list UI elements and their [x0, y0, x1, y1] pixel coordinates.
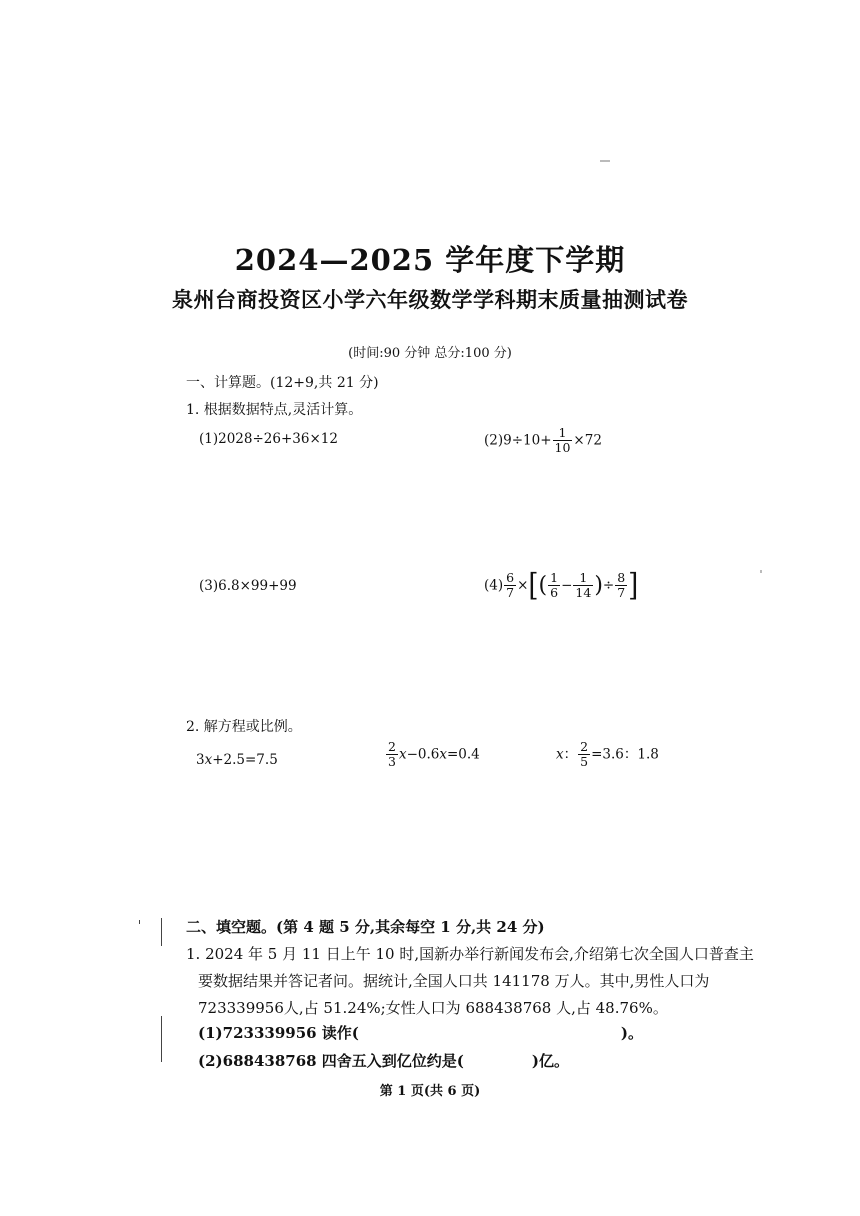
fraction — [548, 571, 560, 601]
paragraph-line-3: 723339956人,占 51.24%;女性人口为 688438768 人,占 48.76%。 — [198, 999, 668, 1017]
right-bracket: ] — [628, 567, 639, 604]
fraction — [386, 740, 398, 770]
exam-title: 泉州台商投资区小学六年级数学学科期末质量抽测试卷 — [172, 287, 688, 312]
fraction-numerator: 2 — [388, 739, 396, 754]
exam-title-year: 2024—2025 学年度下学期 — [234, 243, 626, 277]
equation-1 — [196, 752, 278, 768]
proportion-3 — [556, 740, 659, 770]
calc-item-4 — [484, 567, 639, 604]
section-heading-calculation: 一、计算题。(12+9,共 21 分) — [186, 375, 379, 391]
fraction — [615, 571, 627, 601]
equation-text: =0.4 — [446, 746, 480, 763]
binding-mark — [161, 1016, 162, 1062]
fraction-denominator: 10 — [554, 440, 571, 456]
fraction-numerator: 1 — [558, 425, 567, 440]
fraction-denominator: 3 — [388, 754, 396, 770]
scan-speck — [600, 160, 610, 162]
calc-item-2 — [484, 426, 602, 456]
fraction-numerator: 6 — [506, 570, 515, 585]
fraction — [504, 571, 516, 601]
calc-item-4-prefix: (4) — [484, 577, 504, 594]
ratio-colon: ： — [563, 746, 578, 763]
variable-x: x — [439, 746, 447, 763]
paragraph-line-1: 1. 2024 年 5 月 11 日上午 10 时,国新办举行新闻发布会,介绍第七次全国人口普查主 — [186, 945, 754, 963]
fraction-denominator: 7 — [506, 585, 515, 601]
fraction-numerator: 8 — [617, 570, 626, 585]
exam-time-score: (时间:90 分钟 总分:100 分) — [348, 346, 512, 361]
minus-sign: − — [561, 577, 573, 594]
sub-question-2-text: (2)688438768 四舍五入到亿位约是( — [198, 1052, 464, 1070]
calc-item-2-suffix: ×72 — [573, 432, 602, 449]
page-number: 第 1 页(共 6 页) — [379, 1084, 481, 1099]
calc-item-3: (3)6.8×99+99 — [199, 578, 297, 594]
variable-x: x — [398, 746, 407, 763]
times-sign: × — [517, 577, 529, 594]
sub-question-1-close: )。 — [620, 1024, 643, 1042]
fraction-numerator: 1 — [550, 570, 559, 585]
equation-text: =3.6：1.8 — [591, 746, 659, 763]
fraction-denominator: 5 — [580, 754, 589, 770]
question-2-label: 2. 解方程或比例。 — [186, 719, 302, 735]
sub-question-2 — [198, 1050, 569, 1071]
fraction-denominator: 7 — [617, 585, 626, 601]
divide-sign: ÷ — [602, 577, 615, 594]
left-bracket: [ — [528, 567, 539, 604]
equation-text: +2.5=7.5 — [212, 752, 278, 768]
sub-question-1-text: (1)723339956 读作( — [198, 1024, 359, 1042]
section-heading-fill-blank: 二、填空题。(第 4 题 5 分,其余每空 1 分,共 24 分) — [186, 918, 545, 936]
fraction — [573, 571, 593, 601]
calc-item-2-prefix: (2)9÷10+ — [484, 432, 552, 449]
calc-item-1: (1)2028÷26+36×12 — [199, 431, 338, 447]
fraction-numerator: 1 — [579, 570, 588, 585]
fraction — [553, 426, 573, 456]
right-paren: ) — [594, 572, 603, 598]
fraction-denominator: 6 — [550, 585, 559, 601]
variable-x: x — [204, 752, 213, 768]
variable-x: x — [556, 746, 564, 763]
scan-speck — [760, 570, 762, 573]
binding-mark — [161, 918, 162, 946]
sub-question-1 — [198, 1022, 643, 1043]
equation-text: −0.6 — [406, 746, 440, 763]
equation-2 — [385, 740, 480, 770]
left-paren: ( — [538, 572, 548, 598]
fraction — [578, 740, 590, 770]
binding-mark — [139, 920, 140, 924]
equation-text: 3 — [196, 752, 205, 768]
question-1-label: 1. 根据数据特点,灵活计算。 — [186, 402, 363, 418]
paragraph-line-2: 要数据结果并答记者问。据统计,全国人口共 141178 万人。其中,男性人口为 — [198, 972, 710, 990]
fraction-numerator: 2 — [580, 739, 589, 754]
sub-question-2-close: )亿。 — [531, 1052, 569, 1070]
fraction-denominator: 14 — [575, 585, 592, 601]
